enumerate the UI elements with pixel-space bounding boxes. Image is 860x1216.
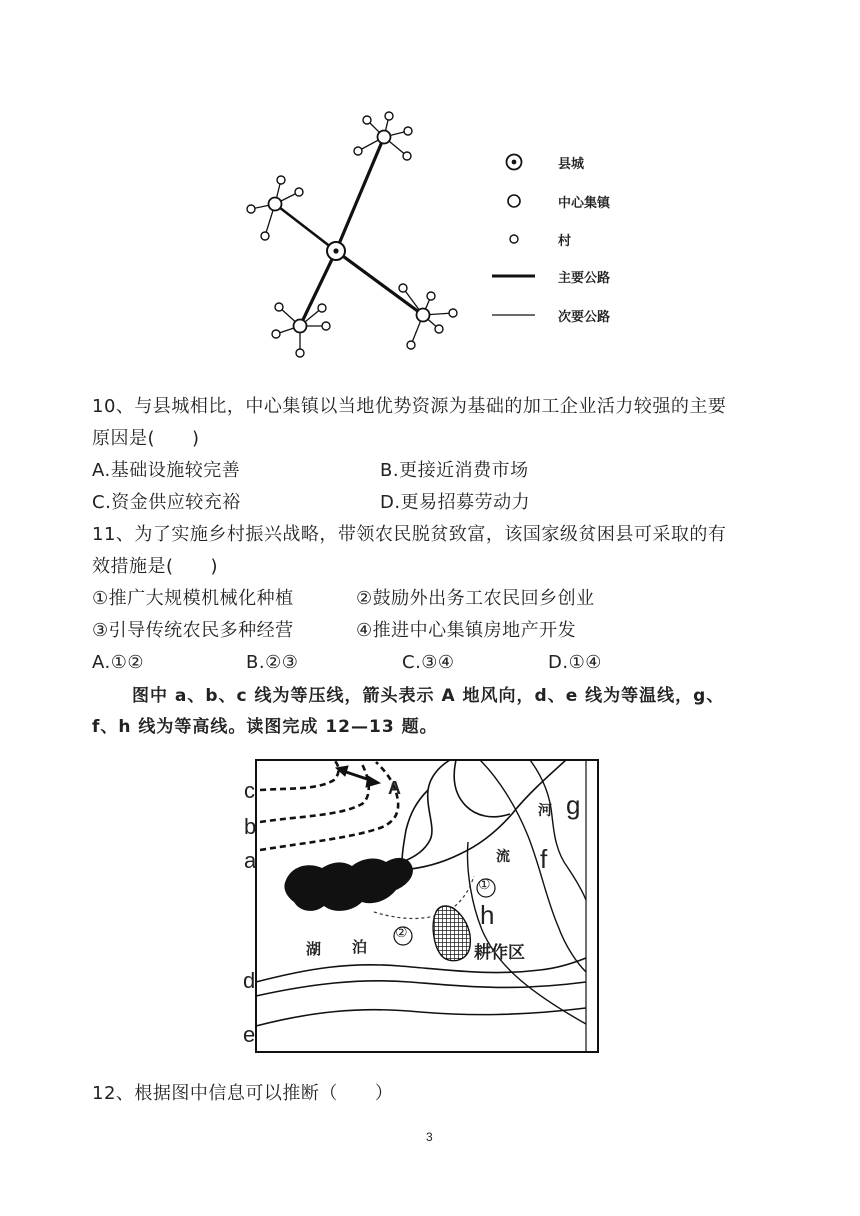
q10-option-d: D.更易招募劳动力: [380, 492, 531, 513]
river-main: [402, 760, 450, 862]
q11-option-b: B.②③: [246, 652, 299, 673]
label-river-2: 流: [496, 849, 510, 865]
legend-label-main-road: 主要公路: [558, 271, 611, 286]
label-b: b: [244, 814, 257, 839]
q11-option-d: D.①④: [548, 652, 602, 673]
isotherm-e: [256, 1008, 586, 1026]
isoline-map-figure: [230, 750, 620, 1060]
label-lake-1: 湖: [306, 940, 322, 958]
q11-item-4: ④推进中心集镇房地产开发: [356, 620, 577, 641]
legend-label-village: 村: [558, 234, 572, 249]
isotherm-d-lower: [256, 981, 586, 996]
legend-label-central-town: 中心集镇: [558, 196, 611, 211]
label-h: h: [480, 900, 495, 930]
main-road-sw: [300, 251, 336, 326]
q11-item-3: ③引导传统农民多种经营: [92, 620, 294, 641]
main-road-se: [336, 251, 423, 315]
page-number: 3: [426, 1130, 433, 1144]
q12-stem: 12、根据图中信息可以推断（ ）: [92, 1083, 394, 1104]
legend-village-icon: [510, 235, 518, 243]
label-c: c: [244, 778, 255, 803]
q10-option-a: A.基础设施较完善: [92, 460, 241, 481]
label-a: a: [244, 848, 257, 873]
q10-option-b: B.更接近消费市场: [380, 460, 529, 481]
county-town-symbol: [327, 242, 345, 260]
label-marker-2: ②: [395, 924, 408, 940]
contour-g: [530, 760, 586, 900]
q10-option-c: C.资金供应较充裕: [92, 492, 241, 513]
river-inner: [454, 760, 510, 817]
label-g: g: [566, 790, 581, 820]
lake-shape: [284, 858, 412, 911]
isobar-c: [260, 760, 339, 790]
label-d: d: [243, 968, 256, 993]
legend-central-town-icon: [508, 195, 520, 207]
isotherm-d: [256, 958, 586, 982]
q11-stem-line1: 11、为了实施乡村振兴战略，带领农民脱贫致富，该国家级贫困县可采取的有: [92, 524, 727, 545]
legend-county-town-icon: [507, 155, 522, 170]
q11-option-a: A.①②: [92, 652, 144, 673]
label-f: f: [540, 844, 548, 874]
label-A: A: [388, 778, 401, 798]
label-e: e: [243, 1022, 256, 1047]
main-road-nw: [275, 204, 336, 251]
legend-label-county-town: 县城: [558, 157, 585, 172]
q11-stem-line2: 效措施是( ): [92, 556, 219, 577]
river-branch: [402, 790, 428, 862]
isobar-a: [260, 762, 398, 850]
q12-13-intro-line1: 图中 a、b、c 线为等压线，箭头表示 A 地风向，d、e 线为等温线，g、: [132, 686, 725, 706]
q11-item-1: ①推广大规模机械化种植: [92, 588, 294, 609]
q12-13-intro-line2: f、h 线为等高线。读图完成 12—13 题。: [92, 717, 438, 737]
legend-label-secondary-road: 次要公路: [558, 310, 611, 325]
q11-option-c: C.③④: [402, 652, 455, 673]
q10-stem-line2: 原因是( ): [92, 428, 200, 449]
label-farmland: 耕作区: [474, 943, 525, 963]
label-marker-1: ①: [478, 876, 491, 892]
road-network-figure: [230, 100, 650, 370]
label-river-1: 河: [538, 803, 552, 819]
q11-item-2: ②鼓励外出务工农民回乡创业: [356, 588, 595, 609]
wind-arrow-A: [336, 766, 380, 787]
label-lake-2: 泊: [352, 938, 368, 956]
farmland-area: [433, 906, 470, 961]
q10-stem-line1: 10、与县城相比，中心集镇以当地优势资源为基础的加工企业活力较强的主要: [92, 396, 727, 417]
